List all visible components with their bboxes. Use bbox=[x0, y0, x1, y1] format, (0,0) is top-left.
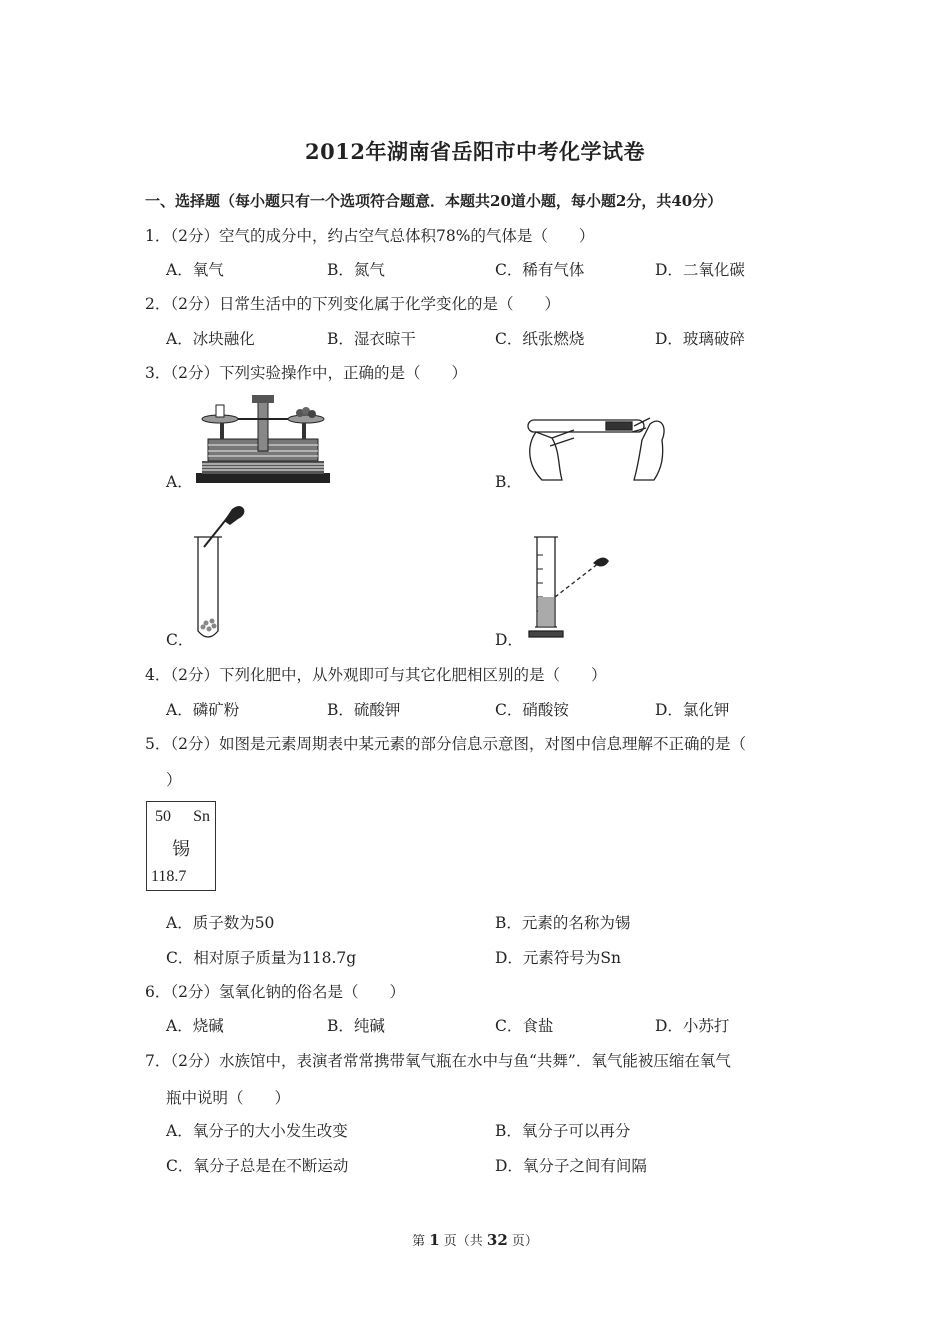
graduated-cylinder-figure bbox=[527, 535, 617, 639]
question-5-stem: 5．（2分）如图是元素周期表中某元素的部分信息示意图，对图中信息理解不正确的是（ bbox=[145, 735, 746, 753]
question-6-stem: 6．（2分）氢氧化钠的俗名是（ ） bbox=[145, 983, 405, 1001]
q5-option-a: A．质子数为50 bbox=[166, 914, 275, 932]
q7-option-a: A．氧分子的大小发生改变 bbox=[166, 1122, 348, 1140]
element-name: 锡 bbox=[172, 839, 190, 859]
q2-option-c: C．纸张燃烧 bbox=[495, 330, 585, 348]
q6-option-b: B．纯碱 bbox=[327, 1017, 385, 1035]
element-symbol: Sn bbox=[193, 808, 210, 825]
page-footer bbox=[0, 1230, 950, 1249]
q7-option-d: D．氧分子之间有间隔 bbox=[495, 1157, 647, 1175]
q4-option-a: A．磷矿粉 bbox=[166, 701, 240, 719]
q4-option-d: D．氯化钾 bbox=[655, 701, 730, 719]
q1-option-d: D．二氧化碳 bbox=[655, 261, 745, 279]
q4-option-c: C．硝酸铵 bbox=[495, 701, 569, 719]
question-2-stem: 2．（2分）日常生活中的下列变化属于化学变化的是（ ） bbox=[145, 295, 560, 313]
dropper-test-tube-figure bbox=[190, 503, 250, 643]
question-4-stem: 4．（2分）下列化肥中，从外观即可与其它化肥相区别的是（ ） bbox=[145, 666, 607, 684]
total-pages: 32 bbox=[486, 1231, 508, 1249]
q1-option-a: A．氧气 bbox=[166, 261, 224, 279]
footer-suffix: 页） bbox=[507, 1234, 538, 1249]
q6-option-c: C．食盐 bbox=[495, 1017, 554, 1035]
footer-middle: 页（共 bbox=[439, 1234, 487, 1249]
q1-option-b: B．氮气 bbox=[327, 261, 385, 279]
q2-option-a: A．冰块融化 bbox=[166, 330, 255, 348]
q3-option-d: D． bbox=[495, 631, 523, 649]
question-3-stem: 3．（2分）下列实验操作中，正确的是（ ） bbox=[145, 364, 467, 382]
question-1-stem: 1．（2分）空气的成分中，约占空气总体积78%的气体是（ ） bbox=[145, 227, 595, 245]
q3-option-b: B． bbox=[495, 473, 522, 491]
balance-scale-figure bbox=[194, 393, 332, 485]
q4-option-b: B．硫酸钾 bbox=[327, 701, 401, 719]
element-card bbox=[146, 801, 216, 891]
page-title: 2012年湖南省岳阳市中考化学试卷 bbox=[305, 139, 645, 164]
q6-option-a: A．烧碱 bbox=[166, 1017, 224, 1035]
q6-option-d: D．小苏打 bbox=[655, 1017, 730, 1035]
q2-option-b: B．湿衣晾干 bbox=[327, 330, 416, 348]
q7-option-c: C．氧分子总是在不断运动 bbox=[166, 1157, 349, 1175]
question-7-stem-continued: 瓶中说明（ ） bbox=[166, 1089, 291, 1107]
q3-option-a: A． bbox=[166, 473, 193, 491]
atomic-mass: 118.7 bbox=[151, 868, 187, 885]
q5-option-d: D．元素符号为Sn bbox=[495, 949, 622, 967]
test-tube-hands-figure bbox=[522, 406, 672, 486]
atomic-number: 50 bbox=[155, 808, 171, 825]
q7-option-b: B．氧分子可以再分 bbox=[495, 1122, 631, 1140]
q2-option-d: D．玻璃破碎 bbox=[655, 330, 745, 348]
question-5-stem-continued: ） bbox=[166, 771, 182, 789]
question-7-stem: 7．（2分）水族馆中，表演者常常携带氧气瓶在水中与鱼“共舞”．氧气能被压缩在氧气 bbox=[145, 1052, 731, 1070]
q5-option-b: B．元素的名称为锡 bbox=[495, 914, 631, 932]
q5-option-c: C．相对原子质量为118.7g bbox=[166, 949, 357, 967]
section-heading: 一、选择题（每小题只有一个选项符合题意．本题共20道小题，每小题2分，共40分） bbox=[145, 192, 723, 210]
current-page-number: 1 bbox=[429, 1231, 440, 1249]
q1-option-c: C．稀有气体 bbox=[495, 261, 585, 279]
footer-prefix: 第 bbox=[412, 1234, 430, 1249]
q3-option-c: C． bbox=[166, 631, 194, 649]
